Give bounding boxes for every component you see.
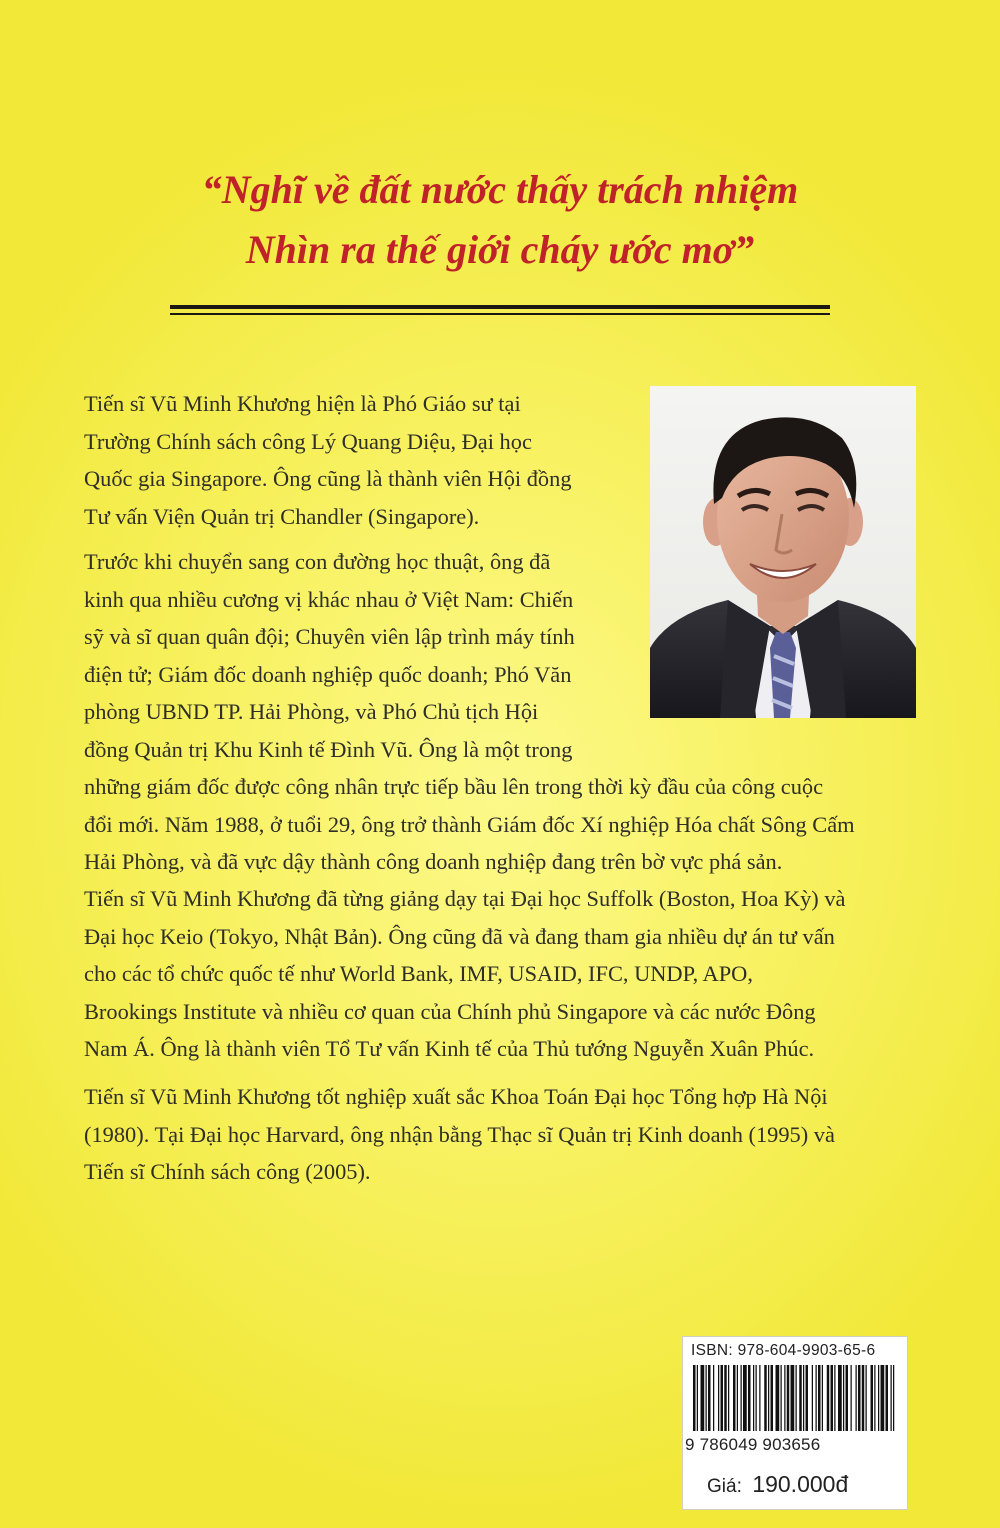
bio-paragraph-1 <box>84 385 572 535</box>
bio-line: Tiến sĩ Chính sách công (2005). <box>84 1159 371 1184</box>
bio-line: Trước khi chuyển sang con đường học thuật, ông đã <box>84 549 551 574</box>
quote-line-1: “Nghĩ về đất nước thấy trách nhiệm <box>201 167 799 212</box>
bio-line: cho các tổ chức quốc tế như World Bank, IMF, USAID, IFC, UNDP, APO, <box>84 961 753 986</box>
divider-thin <box>170 313 830 315</box>
bio-paragraph-4 <box>84 1078 835 1191</box>
bio-line: Quốc gia Singapore. Ông cũng là thành viên Hội đồng <box>84 466 572 491</box>
isbn-number: ISBN: 978-604-9903-65-6 <box>691 1342 876 1359</box>
bio-line: những giám đốc được công nhân trực tiếp bầu lên trong thời kỳ đầu của công cuộc <box>84 774 824 799</box>
bio-line: Tiến sĩ Vũ Minh Khương đã từng giảng dạy tại Đại học Suffolk (Boston, Hoa Kỳ) và <box>84 886 846 911</box>
barcode-icon <box>691 1365 899 1433</box>
price-row <box>707 1471 848 1498</box>
bio-line: Tiến sĩ Vũ Minh Khương hiện là Phó Giáo sư tại <box>84 391 521 416</box>
bio-line: sỹ và sĩ quan quân đội; Chuyên viên lập trình máy tính <box>84 624 575 649</box>
bio-line: Tư vấn Viện Quản trị Chandler (Singapore). <box>84 503 480 529</box>
bio-line: điện tử; Giám đốc doanh nghiệp quốc doanh; Phó Văn <box>84 661 572 687</box>
bio-paragraph-3 <box>84 880 845 1068</box>
bio-line: đổi mới. Năm 1988, ở tuổi 29, ông trở thành Giám đốc Xí nghiệp Hóa chất Sông Cấm <box>84 811 855 837</box>
bio-line: kinh qua nhiều cương vị khác nhau ở Việt Nam: Chiến <box>84 586 574 612</box>
bio-line: phòng UBND TP. Hải Phòng, và Phó Chủ tịch Hội <box>84 699 539 724</box>
bio-line: Trường Chính sách công Lý Quang Diệu, Đại học <box>84 428 532 454</box>
bio-line: Nam Á. Ông là thành viên Tổ Tư vấn Kinh tế của Thủ tướng Nguyễn Xuân Phúc. <box>84 1036 815 1061</box>
bio-line: Brookings Institute và nhiều cơ quan của Chính phủ Singapore và các nước Đông <box>84 998 816 1024</box>
barcode-digits: 9 786049 903656 <box>685 1435 821 1454</box>
quote-line-2: Nhìn ra thế giới cháy ước mơ” <box>245 227 755 272</box>
price-value: 190.000đ <box>752 1471 849 1497</box>
bio-line: Đại học Keio (Tokyo, Nhật Bản). Ông cũng đã và đang tham gia nhiều dự án tư vấn <box>84 923 835 949</box>
bio-paragraph-2 <box>84 543 855 881</box>
bio-line: (1980). Tại Đại học Harvard, ông nhận bằng Thạc sĩ Quản trị Kinh doanh (1995) và <box>84 1121 835 1147</box>
divider-thick <box>170 305 830 309</box>
price-label: Giá: <box>707 1476 742 1497</box>
bio-line: Tiến sĩ Vũ Minh Khương tốt nghiệp xuất sắc Khoa Toán Đại học Tổng hợp Hà Nội <box>84 1084 828 1109</box>
bio-line: Hải Phòng, và đã vực dậy thành công doanh nghiệp đang trên bờ vực phá sản. <box>84 849 783 874</box>
bio-line: đồng Quản trị Khu Kinh tế Đình Vũ. Ông là một trong <box>84 736 573 762</box>
isbn-barcode-box <box>682 1336 908 1510</box>
